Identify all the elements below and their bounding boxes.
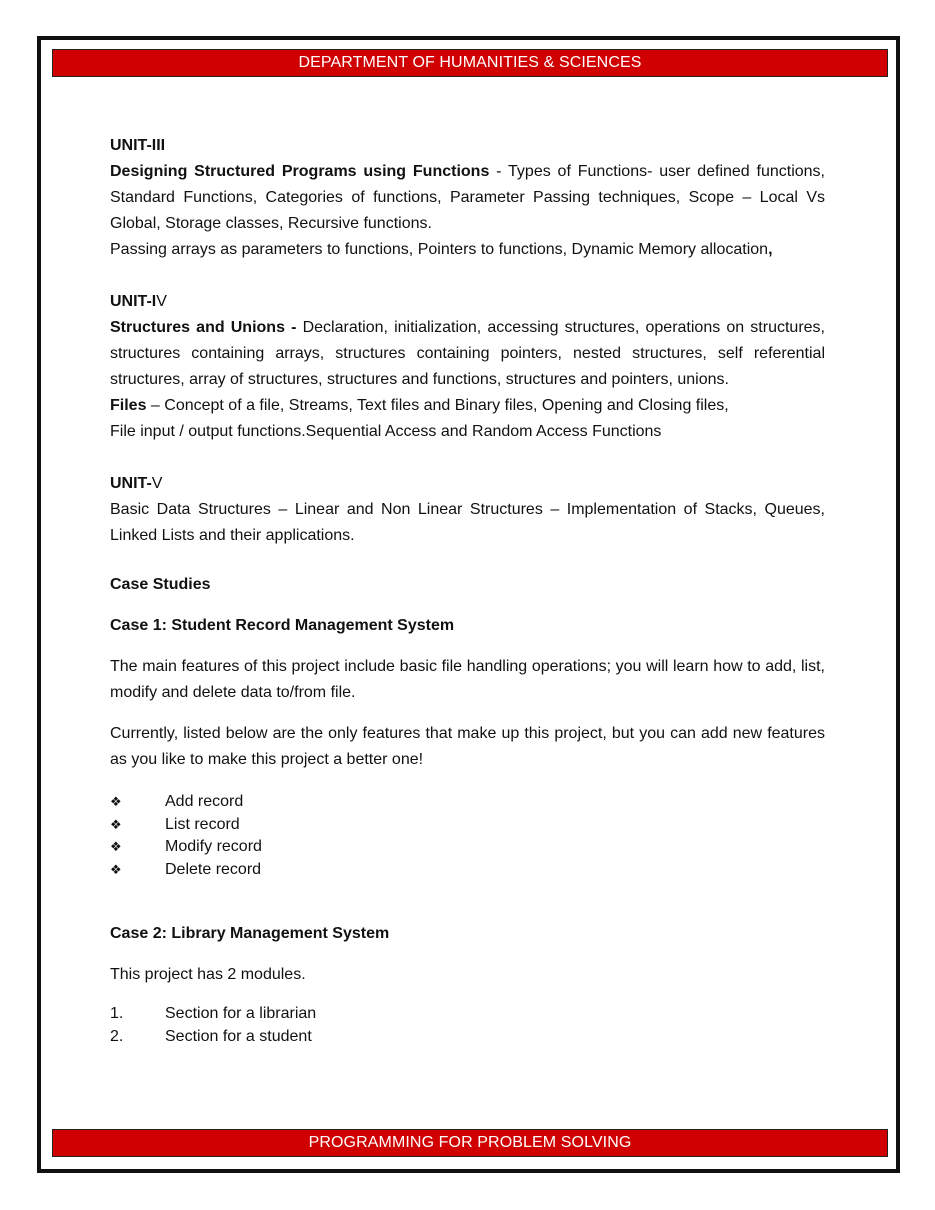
unit-4-topic-title: Structures and Unions - [110,319,297,336]
unit-4-heading [110,289,825,315]
list-item-text: Section for a student [165,1027,312,1045]
header-title: DEPARTMENT OF HUMANITIES & SCIENCES [298,54,642,71]
case-2-title: Case 2: Library Management System [110,925,390,942]
case-2-module-list [110,1003,825,1048]
unit-3-line-2-tail: , [768,241,773,258]
unit-4-files-line-2: File input / output functions.Sequential Access and Random Access Functions [110,423,662,440]
list-item-text: Modify record [165,838,262,855]
unit-3-topic-text: - Types of Functions- user defined functions, Standard Functions, Categories of functions, Parameter Passing techniques, Scope – Local Vs Global, Storage classes, Recursive functions. [110,163,826,232]
list-item [110,1003,825,1026]
list-item [110,1026,825,1049]
list-item [110,814,825,837]
unit-3-heading: UNIT-III [110,137,166,154]
diamond-bullet-icon: ❖ [110,861,122,877]
case-1-feature-list [110,791,825,881]
unit-4-heading-rest: V [156,293,167,310]
list-number: 1. [110,1005,124,1022]
footer-title: PROGRAMMING FOR PROBLEM SOLVING [308,1134,632,1151]
list-item [110,791,825,814]
case-1-paragraph-1: The main features of this project include basic file handling operations; you will learn how to add, list, modify and delete data to/from file. [110,658,825,701]
case-1-title: Case 1: Student Record Management System [110,617,455,634]
list-item [110,859,825,882]
unit-4-files-line [110,393,825,419]
unit-3-topic-title: Designing Structured Programs using Functions [110,163,490,180]
unit-4-files-title: Files [110,397,147,414]
list-number: 2. [110,1027,124,1045]
unit-3-line-2-text: Passing arrays as parameters to functions, Pointers to functions, Dynamic Memory allocation [110,241,769,258]
list-item [110,836,825,859]
unit-4-heading-bold: UNIT-I [110,293,157,310]
diamond-bullet-icon: ❖ [110,794,122,809]
case-2-intro: This project has 2 modules. [110,966,306,983]
unit-5-heading-rest: V [151,475,163,492]
unit-4-topic-text: Declaration, initialization, accessing structures, operations on structures, structures containing arrays, structures containing pointers, nested structures, self referential structures, array of structures, structures and functions, structures and pointers, unions. [110,319,825,388]
diamond-bullet-icon: ❖ [110,839,122,854]
case-1-paragraph-2: Currently, listed below are the only features that make up this project, but you can add new features as you like to make this project a better one! [110,725,825,768]
unit-5-heading [110,471,825,497]
unit-3-line-2 [110,237,825,263]
unit-5-heading-bold: UNIT- [110,475,152,492]
diamond-bullet-icon: ❖ [110,816,122,832]
document-body [110,133,825,1048]
list-item-text: Delete record [165,860,262,878]
unit-4-topic-paragraph [110,315,825,393]
header-banner [52,49,888,77]
case-studies-heading: Case Studies [110,576,211,593]
footer-banner [52,1129,888,1157]
list-item-text: Add record [165,793,244,810]
unit-5-paragraph: Basic Data Structures – Linear and Non Linear Structures – Implementation of Stacks, Queues, Linked Lists and their applications. [110,501,825,544]
unit-4-files-text: – Concept of a file, Streams, Text files and Binary files, Opening and Closing files, [146,397,729,414]
list-item-text: Section for a librarian [165,1005,317,1022]
unit-3-topic-paragraph [110,159,825,237]
list-item-text: List record [165,815,240,833]
